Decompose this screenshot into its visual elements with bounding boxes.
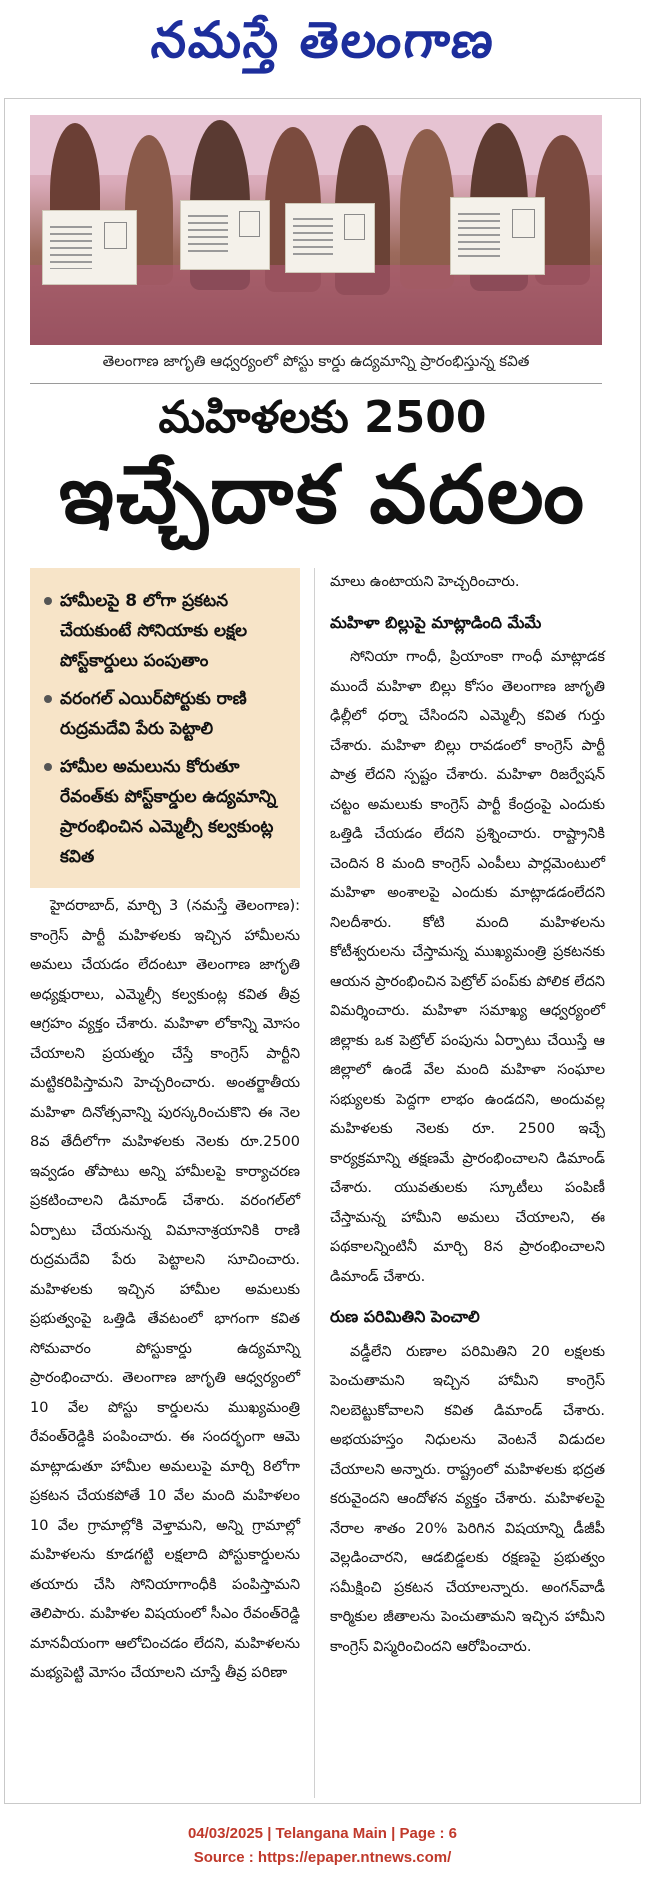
photo-caption: తెలంగాణ జాగృతి ఆధ్వర్యంలో పోస్టు కార్డు ఉద్యమాన్ని ప్రారంభిస్తున్న కవిత [102,352,530,370]
highlight-item [44,752,286,872]
edition-info: 04/03/2025 | Telangana Main | Page : 6 [187,1825,458,1842]
source-link[interactable]: Source : https://epaper.ntnews.com/ [193,1849,452,1866]
postcard-3 [285,203,375,273]
masthead-title: నమస్తే తెలంగాణ [148,10,499,69]
news-photo [30,115,602,345]
body-paragraph: మాలు ఉంటాయని హెచ్చరించారు. [330,574,520,590]
highlight-text: వరంగల్ ఎయిర్‌పోర్టుకు రాణి రుద్రమదేవి పేరు పెట్టాలి [60,689,247,739]
postcard-4 [450,197,545,275]
highlights-box [30,568,300,888]
bullet-icon [44,763,52,771]
body-paragraph: వడ్డీలేని రుణాల పరిమితిని 20 లక్షలకు పెంచుతామని ఇచ్చిన హామీని కాంగ్రెస్ నిలబెట్టుకోవాలని కవిత డిమాండ్ చేశారు. అభయహస్తం నిధులను వెంటనే విడుదల చేయాలని అన్నారు. రాష్ట్రంలో మహిళలకు భద్రత కరువైందని ఆందోళన వ్యక్తం చేశారు. మహిళలపై నేరాల శాతం 20% పెరిగిన విషయాన్ని డీజీపీ వెల్లడించారని, ఆడబిడ్డలకు రక్షణపై ప్రభుత్వం సమీక్షించి ప్రకటన చేయాలన్నారు. అంగన్‌వాడీ కార్మికుల జీతాలను పెంచుతామని ఇచ్చిన హామీని కాంగ్రెస్ విస్మరించిందని ఆరోపించారు. [330,1343,605,1655]
postcard-2 [180,200,270,270]
article-body-right [330,568,605,1662]
body-paragraph: హైదరాబాద్, మార్చి 3 (నమస్తే తెలంగాణ): కాంగ్రెస్ పార్టీ మహిళలకు ఇచ్చిన హామీలను అమలు చేయడం లేదంటూ తెలంగాణ జాగృతి అధ్యక్షురాలు, ఎమ్మెల్సీ కల్వకుంట్ల కవిత తీవ్ర ఆగ్రహం వ్యక్తం చేశారు. మహిళా లోకాన్ని మోసం చేయాలని ప్రయత్నం చేస్తే కాంగ్రెస్ పార్టీని మట్టికరిపిస్తామని హెచ్చరించారు. అంతర్జాతీయ మహిళా దినోత్సవాన్ని పురస్కరించుకొని ఈ నెల 8వ తేదీలోగా మహిళలకు నెలకు రూ.2500 ఇవ్వడం తోపాటు అన్ని హామీలపై కార్యాచరణ ప్రకటించాలని డిమాండ్ చేశారు. వరంగల్‌లో ఏర్పాటు చేయనున్న విమానాశ్రయానికి రాణి రుద్రమదేవి పేరు పెట్టాలని సూచించారు. మహిళలకు ఇచ్చిన హామీల అమలుకు ప్రభుత్వంపై ఒత్తిడి తేవటంలో భాగంగా కవిత సోమవారం పోస్టుకార్డు ఉద్యమాన్ని ప్రారంభించారు. తెలంగాణ జాగృతి ఆధ్వర్యంలో 10 వేల పోస్టు కార్డులను ముఖ్యమంత్రి రేవంత్‌రెడ్డికి పంపించారు. ఈ సందర్భంగా ఆమె మాట్లాడుతూ హామీల అమలుపై మార్చి 8లోగా ప్రకటన చేయకపోతే 10 వేల మంది మహిళలం 10 వేల గ్రామాల్లోకి వెళ్తామని, అన్ని గ్రామాల్లో మహిళలను కూడగట్టి లక్షలాది పోస్టుకార్డులను తయారు చేసి సోనియాగాంధీకి పంపిస్తామని తెలిపారు. మహిళల విషయంలో సీఎం రేవంత్‌రెడ్డి మానవీయంగా ఆలోచించడం లేదని, మహిళలను మభ్యపెట్టి మోసం చేయాలని చూస్తే తీవ్ర పరిణా [30,898,300,1681]
section-heading: రుణ పరిమితిని పెంచాలి [330,1307,480,1326]
bullet-icon [44,597,52,605]
headline-main: ఇచ్చేదాక వదలం [59,448,586,541]
newspaper-masthead [0,0,645,92]
highlight-item [44,684,286,744]
caption-divider [30,383,602,384]
body-paragraph: సోనియా గాంధీ, ప్రియాంకా గాంధీ మాట్లాడక ముందే మహిళా బిల్లు కోసం తెలంగాణ జాగృతి ఢిల్లీలో ధర్నా చేసిందని ఎమ్మెల్సీ కవిత గుర్తు చేశారు. మహిళా బిల్లు రావడంలో కాంగ్రెస్ పార్టీ పాత్ర లేదని స్పష్టం చేశారు. మహిళా రిజర్వేషన్ చట్టం అమలుకు కాంగ్రెస్ పార్టీ కేంద్రంపై ఎందుకు ఒత్తిడి చేయడం లేదని ప్రశ్నించారు. రాష్ట్రానికి చెందిన 8 మంది కాంగ్రెస్ ఎంపీలు పార్లమెంటులో మహిళా అంశాలపై ఎందుకు మాట్లాడడంలేదని నిలదీశారు. కోటి మంది మహిళలను కోటీశ్వరులను చేస్తామన్న ముఖ్యమంత్రి ప్రకటనకు ఆయన ప్రారంభించిన పెట్రోల్ పంప్‌కు పోలిక లేదని విమర్శించారు. మహిళా సమాఖ్య ఆధ్వర్యంలో జిల్లాకు ఒక పెట్రోల్ పంపును ఏర్పాటు చేయిస్తే ఆ జిల్లాలో ఉండే వేల మంది మహిళా సంఘాల సభ్యులకు పెద్దగా లాభం ఉండదని, అందువల్ల మహిళలకు నెలకు రూ. 2500 ఇచ్చే కార్యక్రమాన్ని తక్షణమే ప్రారంభించాలని డిమాండ్ చేశారు. యువతులకు స్కూటీలు పంపిణీ చేస్తామన్న హామీని అమలు చేయాలని, ఈ పథకాలన్నింటినీ మార్చి 8న ప్రారంభించాలని డిమాండ్ చేశారు. [330,649,605,1285]
column-divider [314,568,315,1798]
headline-kicker: మహిళలకు 2500 [158,392,487,443]
highlight-text: హామీల అమలును కోరుతూ రేవంత్‌కు పోస్ట్‌కార్డుల ఉద్యమాన్ని ప్రారంభించిన ఎమ్మెల్సీ కల్వకుంట్ల కవిత [60,757,277,867]
article-body-left [30,892,300,1689]
highlight-text: హామీలపై 8 లోగా ప్రకటన చేయకుంటే సోనియాకు లక్షల పోస్ట్‌కార్డులు పంపుతాం [60,591,248,671]
postcard-1 [42,210,137,285]
bullet-icon [44,695,52,703]
section-heading: మహిళా బిల్లుపై మాట్లాడింది మేమే [330,612,542,632]
highlight-item [44,586,286,676]
page-footer [0,1822,645,1870]
